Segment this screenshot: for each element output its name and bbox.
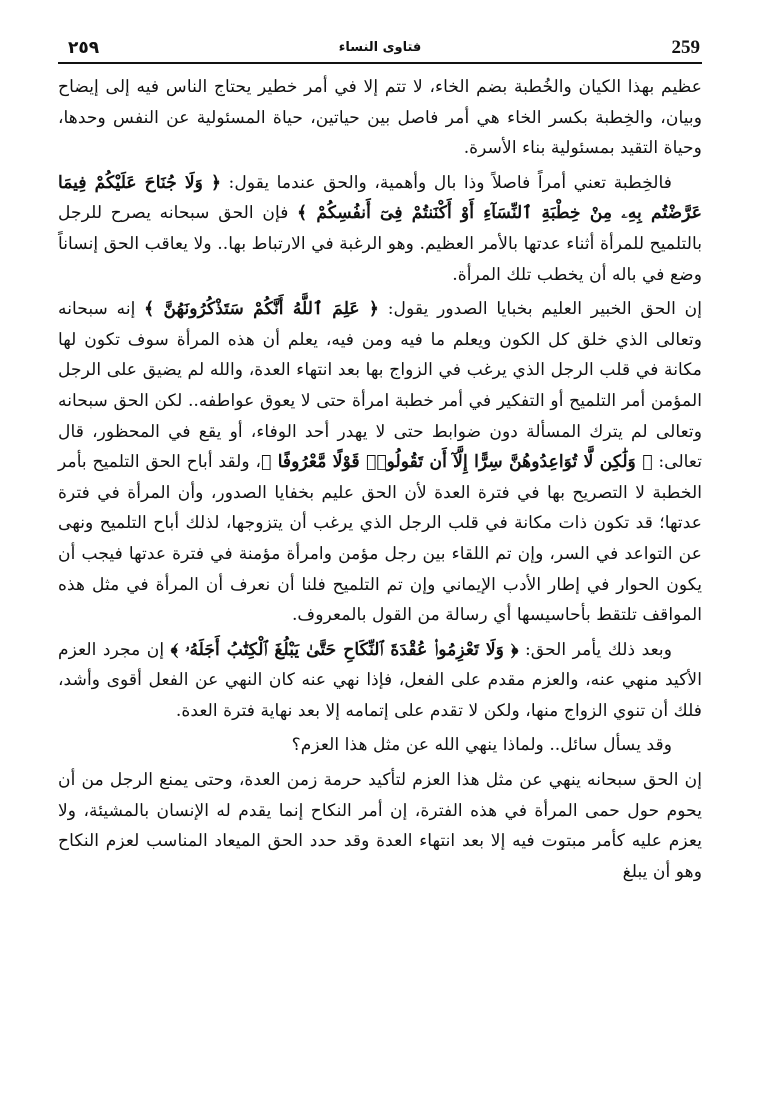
page-number-latin: 259: [671, 37, 700, 58]
text-segment: وبعد ذلك يأمر الحق:: [518, 639, 672, 660]
text-segment: إن الحق الخبير العليم بخبايا الصدور يقول:: [378, 299, 702, 320]
quran-verse: ﴿ وَلَا تَعْزِمُوا۟ عُقْدَةَ ٱلنِّكَاحِ حَتَّىٰ يَبْلُغَ ٱلْكِتَٰبُ أَجَلَهُۥ ﴾: [170, 639, 519, 660]
book-title: فتاوى النساء: [338, 40, 422, 55]
text-segment: إنه سبحانه وتعالى الذي خلق كل الكون ويعلم ما فيه ومن فيه، يعلم أن هذه المرأة سوف تكون لها مكانة في قلب الرجل الذي يرغب في الزواج بها بعد انتهاء العدة، والله لم يضيق على الرجل المؤمن أمر التلميح أو التفكير في أمر خطبة امرأة حتى لا يعوق عواطفه.. لكن الحق سبحانه وتعالى لم يترك المسألة دون ضوابط حتى لا يهدر أحد الوفاء، أو يقع في المحظور، قال تعالى:: [58, 299, 702, 473]
quran-verse: ﴿ وَلَا جُنَاحَ عَلَيْكُمْ فِيمَا عَرَّضْتُم بِهِۦ مِنْ خِطْبَةِ ٱلنِّسَآءِ أَوْ أَكْنَنتُمْ فِىٓ أَنفُسِكُمْ ﴾: [58, 172, 702, 224]
quran-verse: ﴿ عَلِمَ ٱللَّهُ أَنَّكُمْ سَتَذْكُرُونَهُنَّ ﴾: [144, 299, 379, 320]
text-segment: فإن الحق سبحانه يصرح للرجل بالتلميح للمرأة أثناء عدتها بالأمر العظيم. وهو الرغبة في الارتباط بها.. ولا يعاقب الحق إنساناً وضع في باله أن يخطب تلك المرأة.: [58, 203, 702, 285]
text-segment: إن الحق سبحانه ينهي عن مثل هذا العزم لتأكيد حرمة زمن العدة، وحتى يمنع الرجل من أن يحوم حول حمى المرأة في هذه الفترة، إن أمر النكاح إنما يقدم له الإنسان بالمشيئة، ولا يعزم عليه كأمر مبتوت فيه إلا بعد انتهاء العدة وقد حدد الحق الميعاد المناسب لعزم النكاح وهو أن يبلغ: [58, 770, 702, 882]
paragraph: [58, 635, 702, 727]
paragraph: [58, 730, 702, 761]
paragraph: [58, 168, 702, 290]
text-segment: وقد يسأل سائل.. ولماذا ينهي الله عن مثل هذا العزم؟: [291, 735, 672, 756]
text-segment: ، ولقد أباح الحق التلميح بأمر الخطبة لا التصريح بها في فترة العدة لأن الحق عليم بخفايا الصدور، وأن المرأة في فترة عدتها؛ قد تكون ذات مكانة في قلب الرجل الذي يرغب أن يتزوجها، لذلك أباح التلميح ونهى عن التواعد في السر، وإن تم اللقاء بين رجل مؤمن وامرأة مؤمنة في فترة عدتها فيجب أن يكون الحوار في إطار الأدب الإيماني وإن تم التلميح فلنا أن نعرف أن المرأة في مثل هذه المواقف تلتقط بأحاسيسها أي رسالة من القول بالمعروف.: [58, 452, 702, 626]
paragraph: [58, 765, 702, 887]
text-segment: إن مجرد العزم الأكيد منهي عنه، والعزم مقدم على الفعل، فإذا نهي عنه كان النهي عن الفعل أقوى وأشد، فلك أن تنوي الزواج منها، ولكن لا تقدم على إتمامه إلا بعد نهاية فترة العدة.: [58, 639, 702, 721]
paragraph: [58, 294, 702, 631]
paragraph: [58, 72, 702, 164]
page-body: [58, 72, 702, 887]
page-number-arabic: ٢٥٩: [68, 38, 100, 58]
text-segment: فالخِطبة تعني أمراً فاصلاً وذا بال وأهمية، والحق عندما يقول:: [221, 172, 672, 193]
running-header: [58, 36, 702, 64]
text-segment: عظيم بهذا الكيان والخُطبة بضم الخاء، لا تتم إلا في أمر خطير يحتاج الناس فيه إلى إيضاح وبيان، والخِطبة بكسر الخاء هي أمر فاصل بين حياتين، حياة المسئولية عن النفس وحدها، وحياة التقيد بمسئولية بناء الأسرة.: [58, 77, 702, 159]
quran-verse: ﴿ وَلَٰكِن لَّا تُوَاعِدُوهُنَّ سِرًّا إِلَّآ أَن تَقُولُوا۟ قَوْلًا مَّعْرُوفًا ﴾: [261, 452, 653, 473]
